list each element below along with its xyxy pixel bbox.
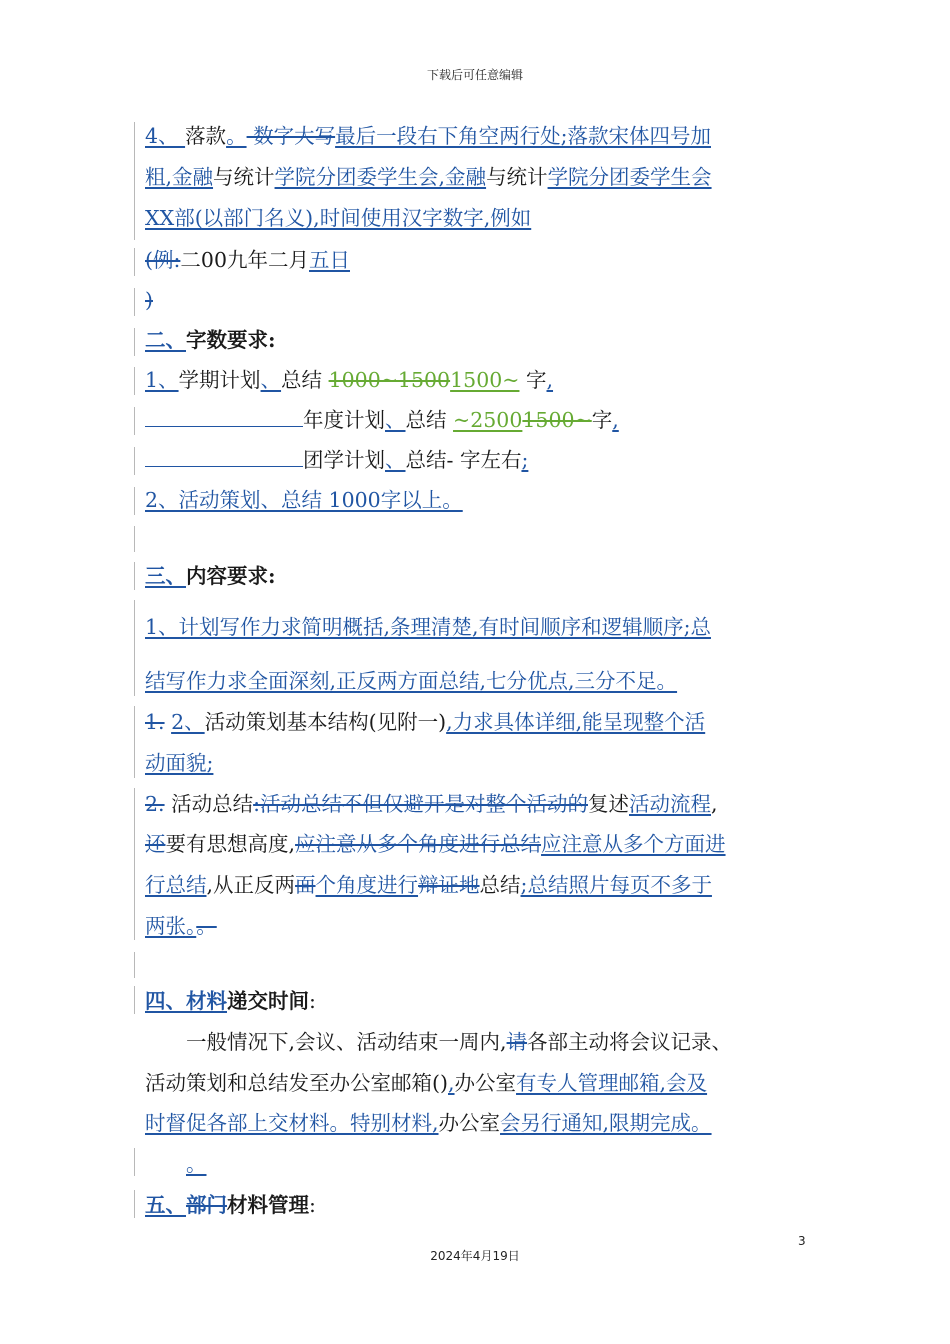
del: 数字大写 (246, 124, 336, 148)
text: 递交时间 (227, 989, 309, 1013)
text: 字数要求: (186, 328, 276, 352)
ins: 结写作力求全面深刻,正反两方面总结,七分优点,三分不足。 (145, 669, 678, 693)
change-bar (134, 248, 135, 276)
text: 活动策划和总结发至办公室邮箱() (145, 1071, 448, 1095)
text: 总结 (479, 873, 521, 897)
change-bar (134, 288, 135, 316)
colon: : (309, 1193, 316, 1217)
submit-line-4 (145, 1150, 815, 1178)
signature-line-2 (145, 163, 815, 191)
wordcount-row-3 (145, 446, 815, 474)
change-bar (134, 122, 135, 240)
ins: 五、 (145, 1193, 186, 1217)
text: , (711, 792, 718, 816)
content-p1-line-2 (145, 667, 815, 695)
change-bar (134, 1190, 135, 1218)
del: 1. (145, 710, 165, 734)
ins: 1、计划写作力求简明概括,条理清楚,有时间顺序和逻辑顺序;总 (145, 615, 711, 639)
content-p3-line-2 (145, 830, 815, 858)
change-bar (134, 407, 135, 435)
signature-line-5 (145, 286, 815, 314)
ins: 粗,金融 (145, 165, 214, 189)
text: 总结 (405, 408, 454, 432)
ins: 、 (385, 408, 406, 432)
section-title-wordcount (145, 326, 815, 354)
underline-rule (145, 410, 303, 427)
underline-rule (145, 450, 303, 467)
text: ,从正反两 (206, 873, 296, 897)
content-p1-line-1 (145, 613, 815, 641)
change-bar (134, 526, 135, 552)
text: 字 (591, 408, 613, 432)
del: 。 (196, 914, 217, 938)
ins: 时督促各部上交材料。特别材料, (145, 1111, 439, 1135)
ins: 会另行通知,限期完成。 (500, 1111, 712, 1135)
text: 二00九年二月 (180, 248, 309, 272)
del-green: 1000~1500 (328, 368, 451, 392)
ins: 个角度进行 (315, 873, 419, 897)
ins: ,力求具体详细,能呈现整个活 (446, 710, 706, 734)
page-header: 下载后可任意编辑 (426, 68, 523, 82)
del: :活动总结不但仅避开是对整个活动的 (253, 792, 588, 816)
content-p2-line-1 (145, 708, 815, 736)
text: 活动总结 (171, 792, 254, 816)
ins: , (612, 408, 619, 432)
ins: 活动流程 (629, 792, 711, 816)
ins: XX部(以部门名义),时间使用汉字数字,例如 (145, 206, 532, 230)
change-bar (134, 562, 135, 590)
del: ) (145, 288, 153, 312)
text: 活动策划基本结构(见附一) (204, 710, 447, 734)
ins: 学院分团委学生会,金融 (274, 165, 487, 189)
page-footer-date: 2024年4月19日 (430, 1249, 520, 1263)
text: 复述 (588, 792, 629, 816)
ins-green: 1500~ (450, 368, 520, 392)
ins: 有专人管理邮箱,会及 (516, 1071, 708, 1095)
text: 学期计划 (178, 368, 261, 392)
change-bar (134, 788, 135, 940)
content-p2-line-2 (145, 749, 815, 777)
wordcount-row-1 (145, 366, 815, 394)
change-bar (134, 328, 135, 356)
del: 面 (295, 873, 316, 897)
text: 办公室 (454, 1071, 517, 1095)
text: 年度计划 (303, 408, 385, 432)
text: 各部主动将会议记录、 (527, 1030, 733, 1054)
del: (例: (145, 248, 181, 272)
ins: 1、 (145, 368, 179, 392)
ins: 4、 (145, 124, 186, 148)
ins: 2、 (171, 710, 205, 734)
content-p3-line-4 (145, 912, 815, 940)
del-green: 1500~ (522, 408, 592, 432)
ins: ;总结照片每页不多于 (520, 873, 712, 897)
ins: 。 (226, 124, 247, 148)
del: 请 (506, 1030, 528, 1054)
text: 总结- 字左右 (405, 448, 522, 472)
text: 材料管理 (227, 1193, 309, 1217)
ins-green: ~2500 (453, 408, 523, 432)
del: 应注意从多个角度进行总结 (295, 832, 542, 856)
ins: 两张。 (145, 914, 197, 938)
text: 字 (526, 368, 547, 392)
change-bar (134, 487, 135, 515)
ins: 材料 (186, 989, 227, 1013)
text: 与统计 (213, 165, 275, 189)
change-bar (134, 447, 135, 475)
signature-line-1 (145, 122, 815, 150)
ins: ; (521, 448, 529, 472)
change-bar (134, 367, 135, 395)
ins: 二、 (145, 328, 186, 352)
ins: 最后一段右下角空两行处;落款宋体四号加 (335, 124, 711, 148)
del: 辩证地 (418, 873, 480, 897)
section-title-content (145, 562, 815, 590)
text: 总结 (281, 368, 329, 392)
content-p3-line-3 (145, 871, 815, 899)
page-number: 3 (798, 1234, 806, 1248)
signature-line-4 (145, 246, 815, 274)
text: 内容要求: (186, 564, 276, 588)
ins: 学院分团委学生会 (547, 165, 712, 189)
text: 要有思想高度, (165, 832, 296, 856)
ins: 四、 (145, 989, 186, 1013)
ins: , (448, 1071, 455, 1095)
signature-line-3 (145, 204, 815, 232)
change-bar (134, 706, 135, 778)
ins: 应注意从多个方面进 (541, 832, 726, 856)
ins: 2、活动策划、总结 1000字以上。 (145, 488, 463, 512)
submit-line-3 (145, 1109, 815, 1137)
change-bar (134, 600, 135, 696)
del: 还 (145, 832, 166, 856)
ins: 三、 (145, 564, 186, 588)
submit-line-2 (145, 1069, 815, 1097)
ins: , (546, 368, 554, 392)
text: 办公室 (438, 1111, 501, 1135)
wordcount-row-4 (145, 486, 815, 514)
text: 落款 (185, 124, 227, 148)
ins: 行总结 (145, 873, 207, 897)
ins: 、 (260, 368, 282, 392)
ins: 五日 (309, 248, 350, 272)
del: 2. (145, 792, 165, 816)
colon: : (309, 989, 316, 1013)
text: 一般情况下,会议、活动结束一周内, (186, 1030, 507, 1054)
ins: 、 (385, 448, 406, 472)
ins: 动面貌; (145, 751, 214, 775)
text: 团学计划 (303, 448, 385, 472)
del: 部门 (186, 1193, 227, 1217)
wordcount-row-2 (145, 406, 815, 434)
content-p3-line-1 (145, 790, 815, 818)
section-title-manage (145, 1191, 815, 1219)
change-bar (134, 1148, 135, 1176)
section-title-submit (145, 987, 815, 1015)
submit-line-1 (145, 1028, 815, 1056)
text: 与统计 (486, 165, 548, 189)
change-bar (134, 986, 135, 1014)
change-bar (134, 952, 135, 978)
ins: 。 (186, 1152, 207, 1176)
